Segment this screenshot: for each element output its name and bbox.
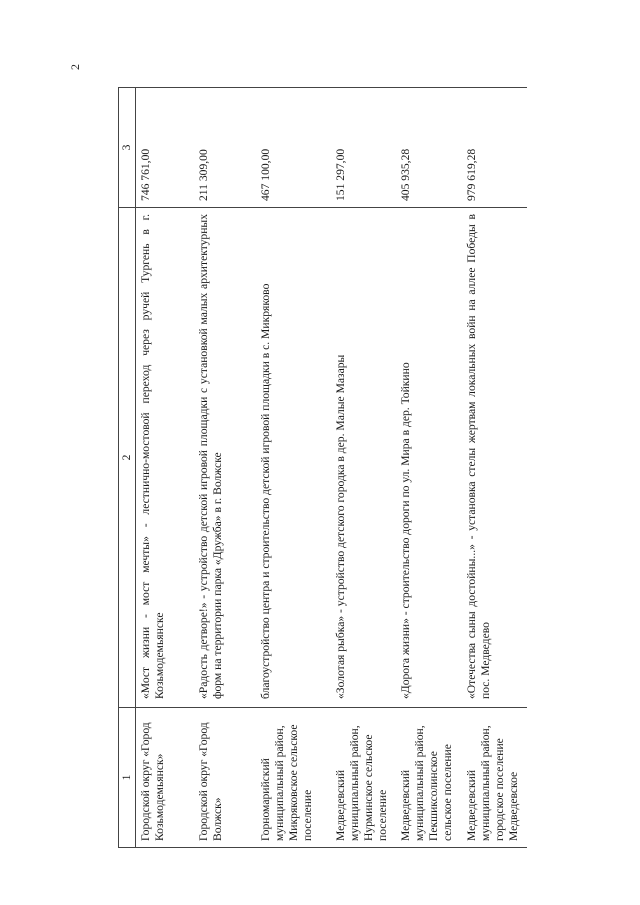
- amount-cell: 211 309,00: [194, 88, 256, 208]
- municipality-cell: Медведевский муниципальный район, Нурминское сельское поселение: [331, 708, 397, 848]
- municipality-cell: Медведевский муниципальный район, городское поселение Медведевское: [462, 708, 528, 848]
- rotated-table-container: [118, 88, 521, 848]
- description-cell: «Отечества сыны достойны...» - установка стелы жертвам локальных войн на аллее Победы в пос. Медведево: [462, 208, 528, 708]
- municipality-cell: Городской округ «Город Козьмодемьянск»: [136, 708, 194, 848]
- description-cell: «Радость детворе!» - устройство детской игровой площадки с установкой малых архитектурных форм на территории парка «Дружба» в г. Волжске: [194, 208, 256, 708]
- amount-cell: 151 297,00: [331, 88, 397, 208]
- description-cell: «Дорога жизни» - строительство дороги по ул. Мира в дер. Тойкино: [396, 208, 462, 708]
- municipality-cell: Городской округ «Город Волжск»: [194, 708, 256, 848]
- amount-cell: 467 100,00: [256, 88, 331, 208]
- amount-cell: 746 761,00: [136, 88, 194, 208]
- projects-table: [118, 87, 527, 848]
- description-cell: благоустройство центра и строительство детской игровой площадки в с. Микряково: [256, 208, 331, 708]
- table-row: [462, 88, 528, 848]
- description-cell: «Мост жизни - мост мечты» - лестнично-мостовой переход через ручей Тургень в г. Козьмодемьянске: [136, 208, 194, 708]
- header-col-2: 2: [119, 208, 136, 708]
- table-row: [331, 88, 397, 848]
- header-row: [119, 88, 136, 848]
- municipality-cell: Горномарийский муниципальный район, Микряковское сельское поселение: [256, 708, 331, 848]
- page-number: 2: [68, 64, 82, 70]
- header-col-3: 3: [119, 88, 136, 208]
- table-row: [256, 88, 331, 848]
- municipality-cell: Медведевский муниципальный район, Пекшиксолинское сельское поселение: [396, 708, 462, 848]
- table-row: [136, 88, 194, 848]
- amount-cell: 405 935,28: [396, 88, 462, 208]
- table-row: [396, 88, 462, 848]
- amount-cell: 979 619,28: [462, 88, 528, 208]
- header-col-1: 1: [119, 708, 136, 848]
- description-cell: «Золотая рыбка» - устройство детского городка в дер. Малые Мазары: [331, 208, 397, 708]
- table-row: [194, 88, 256, 848]
